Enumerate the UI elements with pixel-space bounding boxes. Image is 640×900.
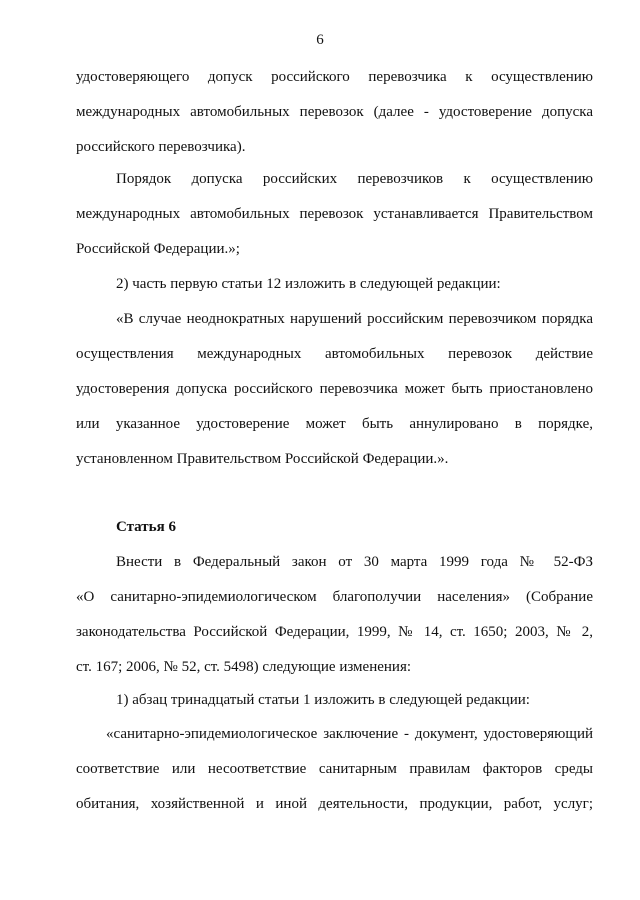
text-line: осуществления международных автомобильных перевозок действие xyxy=(76,346,593,362)
article-heading: Статья 6 xyxy=(116,519,176,535)
text-line: обитания, хозяйственной и иной деятельности, продукции, работ, услуг; xyxy=(76,796,593,812)
text-line: «О санитарно-эпидемиологическом благополучии населения» (Собрание xyxy=(76,589,593,605)
paragraph-3 xyxy=(76,267,593,302)
text-line: «В случае неоднократных нарушений российским перевозчиком порядка xyxy=(116,311,593,327)
text-line: Порядок допуска российских перевозчиков к осуществлению xyxy=(116,171,593,187)
text-line: соответствие или несоответствие санитарным правилам факторов среды xyxy=(76,761,593,777)
paragraph-4 xyxy=(76,302,593,477)
text-line: ст. 167; 2006, № 52, ст. 5498) следующие изменения: xyxy=(76,659,412,675)
paragraph-1 xyxy=(76,60,593,165)
text-line: или указанное удостоверение может быть аннулировано в порядке, xyxy=(76,416,593,432)
text-line: Внести в Федеральный закон от 30 марта 1999 года № 52-ФЗ xyxy=(116,554,593,570)
page-number: 6 xyxy=(316,32,324,48)
text-line: установленном Правительством Российской Федерации.». xyxy=(76,451,449,467)
text-line: 2) часть первую статьи 12 изложить в следующей редакции: xyxy=(116,276,501,292)
text-line: законодательства Российской Федерации, 1999, № 14, ст. 1650; 2003, № 2, xyxy=(76,624,593,640)
paragraph-7 xyxy=(76,717,593,822)
text-line: «санитарно-эпидемиологическое заключение - документ, удостоверяющий xyxy=(106,726,593,742)
paragraph-5 xyxy=(76,545,593,685)
paragraph-6 xyxy=(76,683,593,718)
text-line: 1) абзац тринадцатый статьи 1 изложить в следующей редакции: xyxy=(116,692,530,708)
text-line: международных автомобильных перевозок устанавливается Правительством xyxy=(76,206,593,222)
text-line: удостоверяющего допуск российского перевозчика к осуществлению xyxy=(76,69,593,85)
paragraph-2 xyxy=(76,162,593,267)
text-line: удостоверения допуска российского перевозчика может быть приостановлено xyxy=(76,381,593,397)
text-line: российского перевозчика). xyxy=(76,139,246,155)
text-line: международных автомобильных перевозок (далее - удостоверение допуска xyxy=(76,104,593,120)
text-line: Российской Федерации.»; xyxy=(76,241,240,257)
